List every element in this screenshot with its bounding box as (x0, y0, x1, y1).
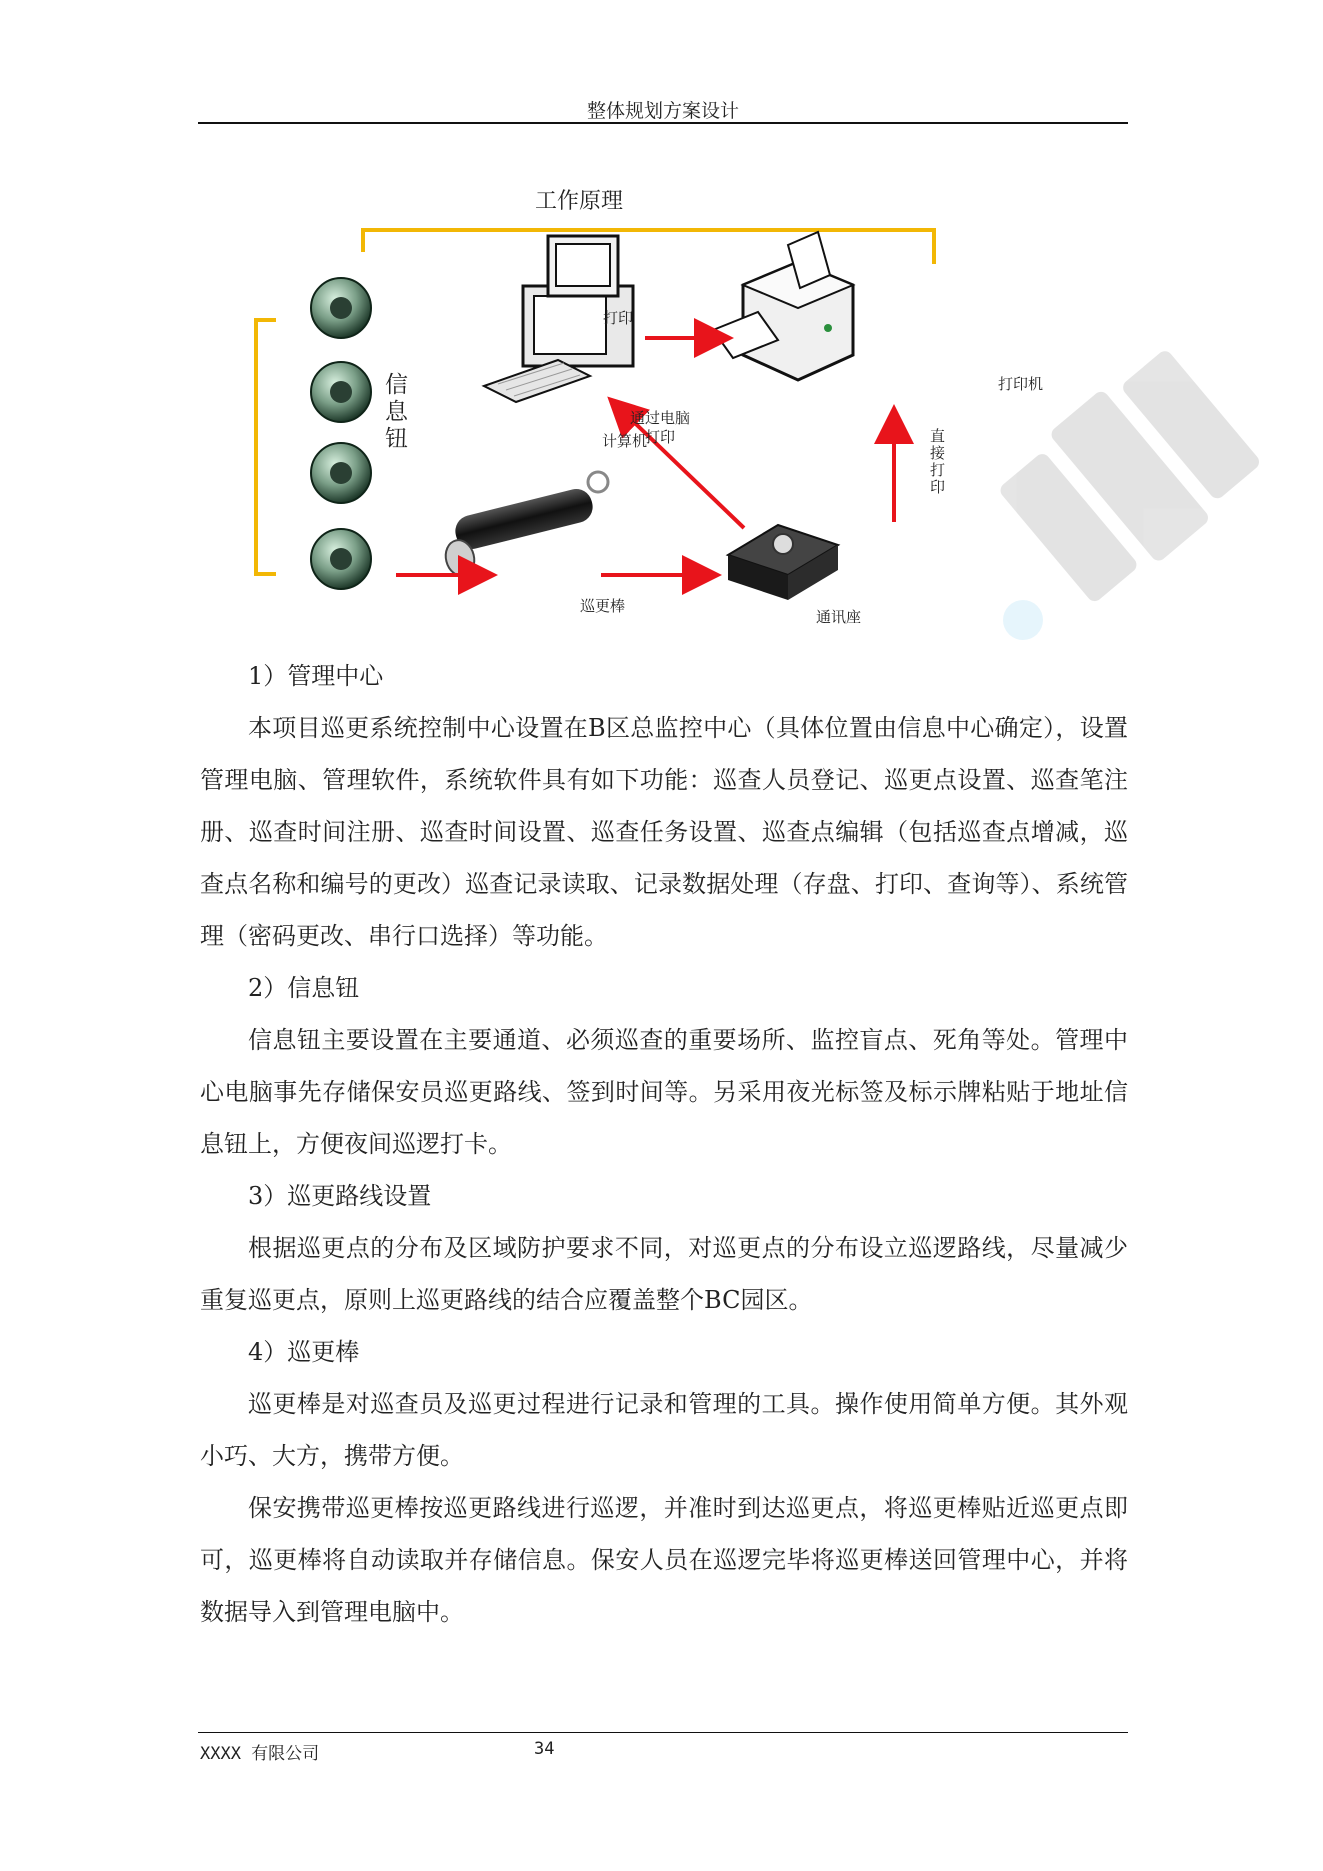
section-heading: 4）巡更棒 (248, 1338, 360, 1366)
info-button-label: 信息钮 (381, 372, 407, 453)
diagram-title: 工作原理 (535, 189, 624, 214)
comm-base-label: 通讯座 (816, 608, 862, 626)
patrol-stick-label: 巡更棒 (580, 597, 626, 615)
comm-base-icon (728, 525, 838, 600)
footer-page-number: 34 (534, 1739, 555, 1759)
section-paragraph: 本项目巡更系统控制中心设置在B区总监控中心（具体位置由信息中心确定），设置管理电脑、管理软件，系统软件具有如下功能：巡查人员登记、巡更点设置、巡查笔注册、巡查时间注册、巡查时间设置、巡查任务设置、巡查点编辑（包括巡查点增减，巡查点名称和编号的更改）巡查记录读取、记录数据处理（存盘、打印、查询等）、系统管理（密码更改、串行口选择）等功能。 (200, 714, 1128, 950)
section-heading: 1）管理中心 (248, 662, 384, 690)
page-header-title: 整体规划方案设计 (586, 100, 739, 122)
working-principle-diagram (198, 180, 1128, 635)
diagram-graphics (198, 180, 1128, 635)
print-arrow-label: 打印 (603, 309, 634, 327)
patrol-stick-icon (442, 472, 608, 579)
info-buttons (311, 278, 371, 589)
printer-label: 打印机 (998, 375, 1044, 393)
section-paragraph: 信息钮主要设置在主要通道、必须巡查的重要场所、监控盲点、死角等处。管理中心电脑事先存储保安员巡更路线、签到时间等。另采用夜光标签及标示牌粘贴于地址信息钮上，方便夜间巡逻打卡。 (200, 1026, 1128, 1158)
header-rule (198, 122, 1128, 124)
via-computer-print-label: 通过电脑 打印 (630, 409, 691, 446)
footer-rule (198, 1732, 1128, 1733)
direct-print-label: 直接打印 (928, 428, 946, 496)
section-heading: 3）巡更路线设置 (248, 1182, 432, 1210)
document-body (200, 650, 1128, 1638)
footer-company: XXXX 有限公司 (200, 1744, 320, 1764)
section-paragraph: 巡更棒是对巡查员及巡更过程进行记录和管理的工具。操作使用简单方便。其外观小巧、大方，携带方便。 (200, 1390, 1128, 1470)
section-paragraph: 保安携带巡更棒按巡更路线进行巡逻，并准时到达巡更点，将巡更棒贴近巡更点即可，巡更棒将自动读取并存储信息。保安人员在巡逻完毕将巡更棒送回管理中心，并将数据导入到管理电脑中。 (200, 1494, 1128, 1626)
section-heading: 2）信息钮 (248, 974, 360, 1002)
printer-icon (713, 232, 853, 380)
section-paragraph: 根据巡更点的分布及区域防护要求不同，对巡更点的分布设立巡逻路线，尽量减少重复巡更点，原则上巡更路线的结合应覆盖整个BC园区。 (200, 1234, 1128, 1314)
computer-label: 计算机 (602, 432, 648, 450)
